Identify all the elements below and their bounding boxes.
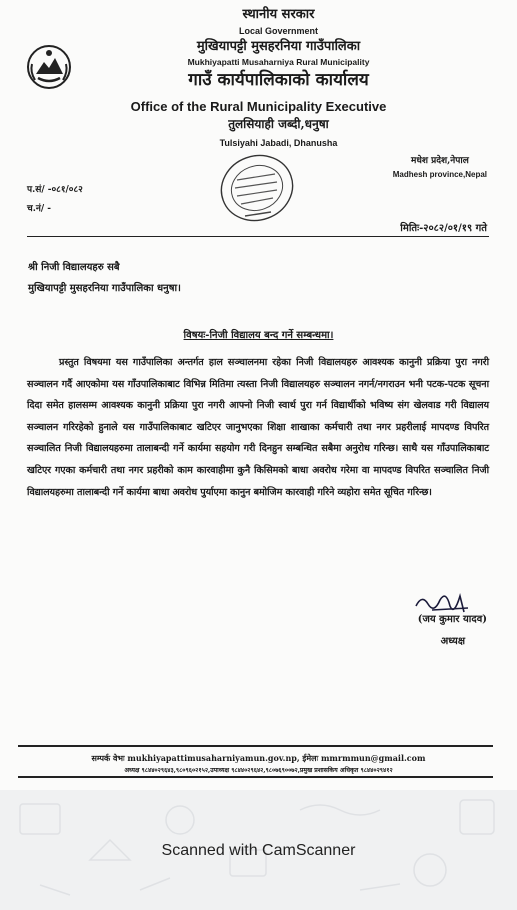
reference-number: प.सं/ -०८१/०८२ <box>27 185 83 195</box>
header-office-ne: गाउँ कार्यपालिकाको कार्यालय <box>188 70 369 90</box>
office-stamp <box>215 150 299 230</box>
letter-date: मितिः-२०८२/०१/१९ गते <box>400 223 487 234</box>
header-municipality-ne: मुखियापट्टी मुसहरनिया गाउँपालिका <box>196 39 361 54</box>
province-ne: मधेश प्रदेश,नेपाल <box>410 156 469 166</box>
addressee-line-2: मुखियापट्टी मुसहरनिया गाउँपालिका धनुषा। <box>28 283 181 294</box>
scanner-label: Scanned with CamScanner <box>161 842 356 859</box>
header-divider <box>27 236 489 237</box>
footer-divider-top <box>18 745 493 747</box>
addressee-line-1: श्री निजी विद्यालयहरु सबै <box>28 262 120 273</box>
header-local-government-en: Local Government <box>238 26 319 36</box>
header-location-en: Tulsiyahi Jabadi, Dhanusha <box>219 138 338 148</box>
subject-line <box>0 327 517 341</box>
header-local-government-ne: स्थानीय सरकार <box>242 7 315 22</box>
footer-contact: सम्पर्क वेभः mukhiyapattimusaharniyamun.gov.np, ईमेलः mmrmmun@gmail.com <box>91 753 426 763</box>
footer-divider-bottom <box>18 776 493 778</box>
footer-phones: अध्यक्ष ९८४४०२९६४३,९८०९६०२१५२,उपाध्यक्ष ९८४४०२९६४२,९८०७६९००७२,प्रमुख प्रशासकिय अधिकृत ९८४४०२९४१२ <box>124 767 393 774</box>
header-office-en: Office of the Rural Municipality Executive <box>130 99 387 114</box>
province-en: Madhesh province,Nepal <box>392 170 487 179</box>
signatory-name: (जय कुमार यादव) <box>417 614 487 625</box>
letter-body: प्रस्तुत विषयमा यस गाउँपालिका अन्तर्गत हाल सञ्चालनमा रहेका निजी विद्यालयहरु आवश्यक कानुनी प्रक्रिया पुरा नगरी सञ्चालन गर्दै आएकोमा यस गाँउपालिकाबाट विभिन्न मितिमा त्यस्ता निजी विद्यालयहरु सञ्चालन नगर्न/नगराउन भनी पटक-पटक सूचना दिदा समेत हालसम्म आवश्यक कानुनी प्रक्रिया पुरा नगरी आफ्नो निजी स्वार्थ पुरा गर्न विद्यार्थीको भविष्य संग खेलवाड गरी विद्यालय सञ्चालन गरिरहेको हुनाले यस गाउँपालिकाबाट खटिएर जानुभएका शिक्षा शाखाका कर्मचारी तथा नगर प्रहरीलाई मापदण्ड विपरित सञ्चालित निजी विद्यालयहरुमा तालाबन्दी गर्ने कार्यमा सहयोग गरी दिनहुन सम्बन्धित सबैमा अनुरोध गरिन्छ। साथै यस गाँउपालिकाबाट खटिएर गएका कर्मचारी तथा नगर प्रहरीको काम कारवाहीमा कुनै किसिमको बाधा अवरोध गरेमा वा मापदण्ड विपरित सञ्चालित निजी विद्यालयहरुमा तालाबन्दी गर्ने कार्यमा बाधा अवरोध पुर्याएमा कानुन बमोजिम कारवाही गरिने व्यहोरा समेत सूचित गरिन्छ। <box>27 357 489 498</box>
signatory-title: अध्यक्ष <box>440 636 465 647</box>
dispatch-number: च.नं/ - <box>27 204 51 214</box>
header-location-ne: तुलसियाही जब्दी,धनुषा <box>228 117 329 131</box>
province-block <box>393 154 487 182</box>
subject-text: विषयः-निजी विद्यालय बन्द गर्ने सम्बन्धमा। <box>183 330 334 341</box>
header-municipality-en: Mukhiyapatti Musaharniya Rural Municipality <box>187 57 370 67</box>
